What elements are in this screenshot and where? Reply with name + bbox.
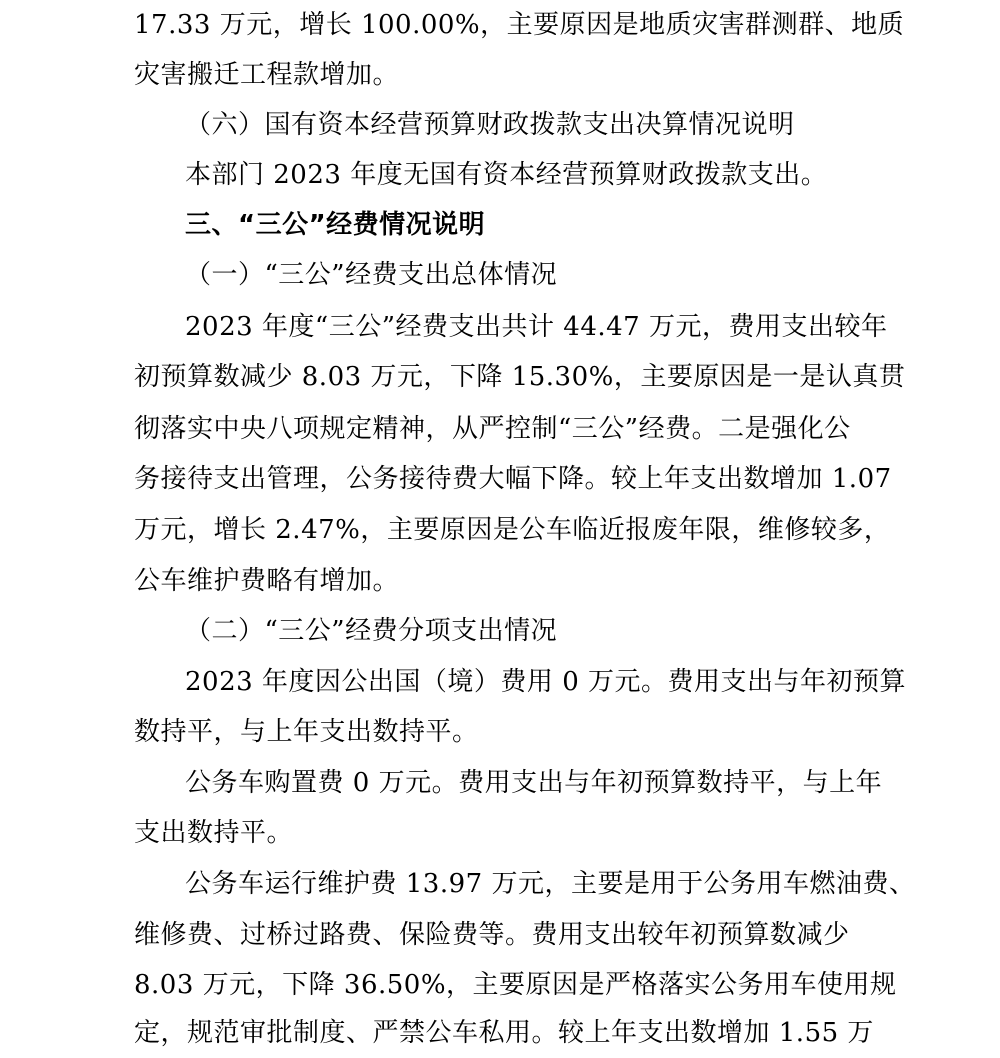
text-line: 公务车运行维护费 13.97 万元，主要是用于公务用车燃油费、 (185, 869, 916, 899)
text-line: 2023 年度“三公”经费支出共计 44.47 万元，费用支出较年 (185, 312, 888, 342)
section-subheading: （一）“三公”经费支出总体情况 (185, 260, 558, 290)
text-line: 万元，增长 2.47%，主要原因是公车临近报废年限，维修较多， (134, 515, 891, 545)
text-line: 灾害搬迁工程款增加。 (134, 60, 400, 90)
text-line: 初预算数减少 8.03 万元，下降 15.30%，主要原因是一是认真贯 (134, 362, 906, 392)
text-line: 务接待支出管理，公务接待费大幅下降。较上年支出数增加 1.07 (134, 464, 892, 494)
text-line: 17.33 万元，增长 100.00%，主要原因是地质灾害群测群、地质 (134, 10, 905, 40)
section-heading: 三、“三公”经费情况说明 (185, 210, 486, 240)
text-line: 定，规范审批制度、严禁公车私用。较上年支出数增加 1.55 万 (134, 1018, 874, 1048)
text-line: 维修费、过桥过路费、保险费等。费用支出较年初预算数减少 (134, 920, 850, 950)
text-line: 彻落实中央八项规定精神，从严控制“三公”经费。二是强化公 (134, 414, 851, 444)
text-line: 8.03 万元，下降 36.50%，主要原因是严格落实公务用车使用规 (134, 970, 897, 1000)
text-line: 数持平，与上年支出数持平。 (134, 717, 479, 747)
section-subheading: （六）国有资本经营预算财政拨款支出决算情况说明 (185, 110, 795, 140)
text-line: 2023 年度因公出国（境）费用 0 万元。费用支出与年初预算 (185, 667, 907, 697)
section-subheading: （二）“三公”经费分项支出情况 (185, 616, 558, 646)
text-line: 支出数持平。 (134, 818, 294, 848)
text-line: 本部门 2023 年度无国有资本经营预算财政拨款支出。 (185, 160, 828, 190)
text-line: 公务车购置费 0 万元。费用支出与年初预算数持平，与上年 (185, 768, 883, 798)
text-line: 公车维护费略有增加。 (134, 566, 400, 596)
